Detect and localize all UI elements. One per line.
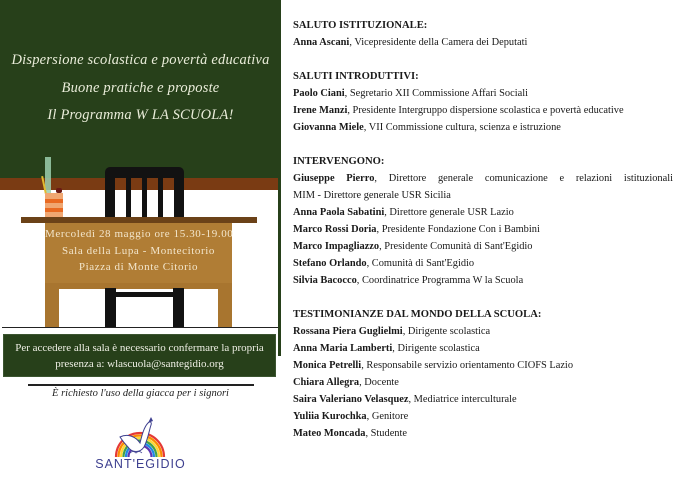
speaker-name: Marco Impagliazzo xyxy=(293,241,380,252)
speaker-role: , Mediatrice interculturale xyxy=(408,394,517,405)
section-saluto-istituzionale xyxy=(293,17,673,51)
speaker-role: , Vicepresidente della Camera dei Deputati xyxy=(349,37,528,48)
chair-gap xyxy=(115,178,126,190)
cup-band xyxy=(45,199,63,203)
cup-band xyxy=(45,208,63,212)
divider xyxy=(28,384,254,386)
speaker-name: Marco Rossi Doria xyxy=(293,224,377,235)
event-venue: Sala della Lupa - Montecitorio xyxy=(61,245,215,257)
speaker-row xyxy=(293,238,673,255)
speaker-row xyxy=(293,340,673,357)
speaker-name: Yuliia Kurochka xyxy=(293,411,367,422)
speaker-role-continued: MIM - Direttore generale USR Sicilia xyxy=(293,190,451,201)
santegidio-logo-text: SANT'EGIDIO xyxy=(95,457,186,471)
section-title: SALUTI INTRODUTTIVI: xyxy=(293,71,419,82)
event-address: Piazza di Monte Citorio xyxy=(78,261,199,273)
speaker-row xyxy=(293,357,673,374)
chair-gap xyxy=(131,190,142,217)
desk-leg xyxy=(45,289,59,327)
speaker-role: , Comunità di Sant'Egidio xyxy=(366,258,475,269)
chair-gap xyxy=(131,178,142,190)
desk-apron xyxy=(45,283,232,289)
registration-box xyxy=(3,334,276,377)
speaker-row xyxy=(293,85,673,102)
speaker-name: Stefano Orlando xyxy=(293,258,367,269)
speaker-name: Silvia Bacocco xyxy=(293,275,357,286)
speaker-role: , Coordinatrice Programma W la Scuola xyxy=(356,275,524,286)
event-datetime: Mercoledì 28 maggio ore 15.30-19.00 xyxy=(45,228,234,240)
speaker-name: Rossana Piera Guglielmi xyxy=(293,326,403,337)
program-name: Il Programma W LA SCUOLA! xyxy=(47,107,234,123)
speaker-row xyxy=(293,204,673,221)
speaker-name: Irene Manzi xyxy=(293,105,348,116)
speaker-row xyxy=(293,272,673,289)
speaker-row xyxy=(293,425,673,442)
speaker-role: , Presidente Fondazione Con i Bambini xyxy=(376,224,540,235)
speaker-role: , Dirigente scolastica xyxy=(402,326,491,337)
event-subtitle: Buone pratiche e proposte xyxy=(61,80,220,96)
speaker-role: , Presidente Comunità di Sant'Egidio xyxy=(379,241,533,252)
speaker-role: , VII Commissione cultura, scienza e istruzione xyxy=(363,122,561,133)
speaker-name: Monica Petrelli xyxy=(293,360,362,371)
chair-gap xyxy=(147,178,158,190)
desk-leg xyxy=(218,289,232,327)
speaker-row xyxy=(293,34,673,51)
chair-gap xyxy=(163,178,174,190)
speaker-role: , Direttore generale USR Lazio xyxy=(384,207,514,218)
chair-gap xyxy=(147,190,158,217)
section-title: INTERVENGONO: xyxy=(293,156,385,167)
speaker-name: Giuseppe Pierro xyxy=(293,173,375,184)
program-panel xyxy=(293,0,673,481)
speaker-name: Anna Maria Lamberti xyxy=(293,343,393,354)
speaker-name: Giovanna Miele xyxy=(293,122,364,133)
speaker-role: , Presidente Intergruppo dispersione scolastica e povertà educative xyxy=(347,105,624,116)
speaker-row xyxy=(293,255,673,272)
speaker-row xyxy=(293,374,673,391)
dress-code-note: È richiesto l'uso della giacca per i signori xyxy=(52,388,229,399)
speaker-name: Mateo Moncada xyxy=(293,428,366,439)
chair-gap xyxy=(115,190,126,217)
section-saluti-introduttivi xyxy=(293,68,673,136)
speaker-role: , Docente xyxy=(359,377,399,388)
registration-email-line[interactable]: presenza a: wlascuola@santegidio.org xyxy=(55,358,224,370)
section-testimonianze xyxy=(293,306,673,442)
speaker-row xyxy=(293,221,673,238)
floor-line xyxy=(2,327,278,328)
pencil-cup-icon xyxy=(45,193,63,217)
speaker-role: , Genitore xyxy=(366,411,409,422)
speaker-row xyxy=(293,323,673,340)
speaker-name: Chiara Allegra xyxy=(293,377,360,388)
speaker-role: , Responsabile servizio orientamento CIOFS Lazio xyxy=(361,360,574,371)
speaker-row xyxy=(293,102,673,119)
section-title: TESTIMONIANZE DAL MONDO DELLA SCUOLA: xyxy=(293,309,542,320)
section-intervengono xyxy=(293,153,673,289)
speaker-role: , Direttore generale comunicazione e relazioni istituzionali xyxy=(374,173,673,184)
chair-gap xyxy=(163,190,174,217)
santegidio-dove-rainbow-logo xyxy=(110,415,170,459)
speaker-role: , Dirigente scolastica xyxy=(392,343,480,354)
registration-text: Per accedere alla sala è necessario confermare la propria xyxy=(15,342,264,354)
speaker-row xyxy=(293,170,673,187)
speaker-name: Anna Paola Sabatini xyxy=(293,207,385,218)
speaker-role: , Studente xyxy=(365,428,407,439)
speaker-row xyxy=(293,119,673,136)
speaker-name: Paolo Ciani xyxy=(293,88,345,99)
section-title: SALUTO ISTITUZIONALE: xyxy=(293,20,428,31)
flyer-left-panel xyxy=(0,0,285,481)
speaker-row xyxy=(293,391,673,408)
speaker-row xyxy=(293,408,673,425)
speaker-role: , Segretario XII Commissione Affari Sociali xyxy=(344,88,529,99)
speaker-name: Anna Ascani xyxy=(293,37,350,48)
chair-crossbar xyxy=(114,292,176,297)
event-title: Dispersione scolastica e povertà educativa xyxy=(11,52,270,68)
speaker-name: Saira Valeriano Velasquez xyxy=(293,394,409,405)
